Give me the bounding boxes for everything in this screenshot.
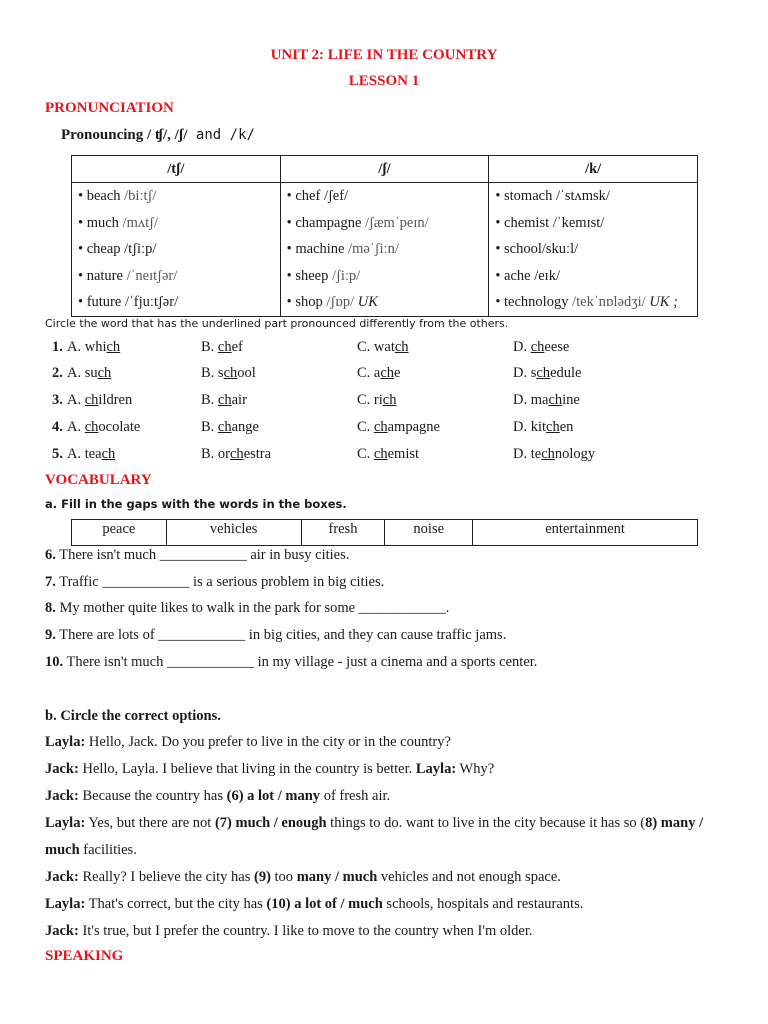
option-b[interactable]: B. chair: [201, 392, 247, 408]
question-row: [52, 336, 752, 358]
vocabulary-instruction-b: b. Circle the correct options.: [45, 708, 221, 724]
sound-column-ch: [72, 183, 281, 317]
option-d[interactable]: D. kitchen: [513, 419, 574, 435]
list-item: • technology /tekˈnɒlədʒi/ UK ;: [495, 294, 678, 311]
dialogue: [45, 729, 735, 945]
question-number: 5.: [52, 446, 63, 462]
sound-header-sh: /ʃ/: [280, 156, 489, 183]
sound-column-k: [489, 183, 698, 317]
dialogue-line: Jack: It's true, but I prefer the country. I like to move to the country when I'm older.: [45, 923, 533, 939]
vocabulary-section-title: VOCABULARY: [45, 472, 152, 488]
list-item: • stomach /ˈstʌmsk/: [495, 188, 610, 204]
dialogue-line: Jack: Really? I believe the city has (9) too many / much vehicles and not enough space.: [45, 869, 561, 885]
question-row: [52, 416, 752, 438]
gap-sentence[interactable]: 10. There isn't much ____________ in my village - just a cinema and a sports center.: [45, 654, 538, 670]
list-item: • nature /ˈneɪtʃər/: [78, 267, 178, 284]
question-number: 3.: [52, 392, 63, 408]
pronunciation-instruction: Circle the word that has the underlined part pronounced differently from the others.: [45, 317, 509, 330]
pronunciation-heading-suffix: and /k/: [187, 127, 255, 143]
word-box-item: vehicles: [166, 520, 301, 546]
option-a[interactable]: A. children: [67, 392, 133, 408]
option-a[interactable]: A. such: [67, 365, 112, 381]
option-d[interactable]: D. cheese: [513, 339, 570, 355]
gap-sentence[interactable]: 6. There isn't much ____________ air in busy cities.: [45, 547, 350, 563]
list-item: • machine /məˈʃiːn/: [286, 241, 399, 258]
option-a[interactable]: A. which: [67, 339, 121, 355]
option-b[interactable]: B. orchestra: [201, 446, 272, 462]
word-box-item: fresh: [301, 520, 385, 546]
word-box-item: peace: [72, 520, 167, 546]
option-choice[interactable]: (7) much / enough: [214, 815, 327, 831]
option-choice[interactable]: many / much: [296, 869, 378, 885]
sound-header-k: /k/: [489, 156, 698, 183]
option-c[interactable]: C. chemist: [357, 446, 420, 462]
option-b[interactable]: B. school: [201, 365, 256, 381]
word-box-table: [71, 519, 698, 546]
option-c[interactable]: C. rich: [357, 392, 397, 408]
list-item: • champagne /ʃæmˈpeɪn/: [286, 214, 429, 231]
option-choice[interactable]: 8) many / much: [45, 815, 704, 858]
gap-sentence[interactable]: 8. My mother quite likes to walk in the park for some ____________.: [45, 600, 450, 616]
sound-header-ch: /tʃ/: [72, 156, 281, 183]
list-item: • ache /eɪk/: [495, 267, 560, 284]
unit-title: UNIT 2: LIFE IN THE COUNTRY: [270, 47, 498, 63]
gap-sentence[interactable]: 7. Traffic ____________ is a serious problem in big cities.: [45, 574, 385, 590]
list-item: • beach /biːtʃ/: [78, 188, 157, 204]
dialogue-line: Layla: Hello, Jack. Do you prefer to live in the city or in the country?: [45, 734, 451, 750]
list-item: • chemist /ˈkemɪst/: [495, 214, 605, 231]
option-c[interactable]: C. watch: [357, 339, 409, 355]
option-choice[interactable]: (6) a lot / many: [226, 788, 321, 804]
gap-sentence[interactable]: 9. There are lots of ____________ in big cities, and they can cause traffic jams.: [45, 627, 507, 643]
question-number: 4.: [52, 419, 63, 435]
list-item: • cheap /tʃiːp/: [78, 241, 157, 258]
question-number: 1.: [52, 339, 63, 355]
lesson-title: LESSON 1: [348, 73, 420, 89]
question-number: 2.: [52, 365, 63, 381]
list-item: • school/skuːl/: [495, 241, 579, 258]
option-a[interactable]: A. chocolate: [67, 419, 141, 435]
dialogue-line: Layla: Yes, but there are not (7) much / enough things to do. want to live in the city because it has so (8) many / much facilities.: [45, 815, 704, 858]
option-a[interactable]: A. teach: [67, 446, 116, 462]
pronunciation-section-title: PRONUNCIATION: [45, 100, 174, 116]
word-box-item: entertainment: [473, 520, 698, 546]
option-c[interactable]: C. ache: [357, 365, 401, 381]
option-choice[interactable]: (10) a lot of / much: [266, 896, 383, 912]
question-row: [52, 362, 752, 384]
vocabulary-instruction-a: a. Fill in the gaps with the words in the boxes.: [45, 497, 347, 511]
dialogue-line: Layla: That's correct, but the city has (10) a lot of / much schools, hospitals and restaurants.: [45, 896, 584, 912]
option-c[interactable]: C. champagne: [357, 419, 440, 435]
list-item: • chef /ʃef/: [286, 188, 349, 204]
pronunciation-heading: [61, 127, 255, 144]
list-item: • much /mʌtʃ/: [78, 214, 158, 231]
speaking-section-title: SPEAKING: [45, 948, 124, 964]
question-row: [52, 389, 752, 411]
option-d[interactable]: D. machine: [513, 392, 580, 408]
list-item: • shop /ʃɒp/ UK: [286, 294, 378, 311]
option-d[interactable]: D. schedule: [513, 365, 582, 381]
dialogue-line: Jack: Because the country has (6) a lot / many of fresh air.: [45, 788, 391, 804]
list-item: • future /ˈfjuːtʃər/: [78, 294, 179, 311]
sound-table-body-row: [72, 183, 698, 317]
pronunciation-heading-sounds: Pronouncing / ʧ/, /ʃ/: [61, 127, 188, 143]
word-box-item: noise: [385, 520, 473, 546]
question-row: [52, 443, 752, 465]
sound-table: [71, 155, 698, 317]
option-d[interactable]: D. technology: [513, 446, 596, 462]
option-b[interactable]: B. change: [201, 419, 259, 435]
sound-table-header-row: [72, 156, 698, 183]
dialogue-line: Jack: Hello, Layla. I believe that living in the country is better. Layla: Why?: [45, 761, 495, 777]
list-item: • sheep /ʃiːp/: [286, 267, 361, 284]
sound-column-sh: [280, 183, 489, 317]
option-b[interactable]: B. chef: [201, 339, 243, 355]
